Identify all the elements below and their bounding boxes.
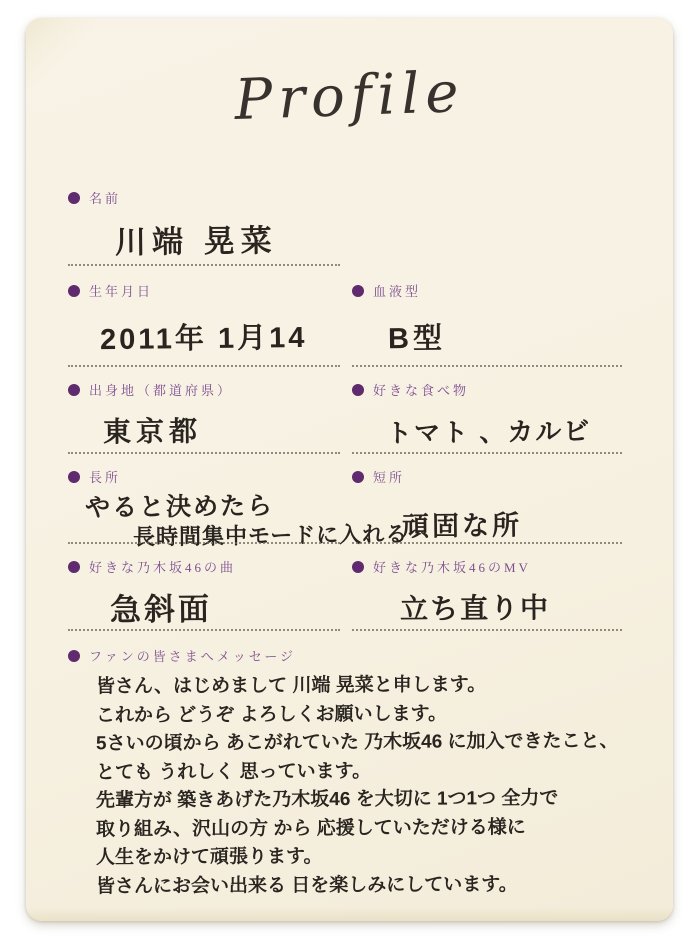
field-label-favorite-song [68,557,236,576]
page-title: Profile [233,60,466,133]
field-label-text: 好きな乃木坂46の曲 [89,560,237,575]
bullet-icon [68,285,80,297]
field-label-text: 血液型 [373,284,422,299]
dotted-divider [68,542,340,544]
fan-message-line: これから どうぞ よろしくお願いします。 [95,703,448,726]
field-value-name: 川端 晃菜 [114,223,278,260]
field-label-text: 出身地（都道府県） [89,383,234,398]
field-label-text: 生年月日 [89,284,154,299]
fan-message-line: 皆さんにお会い出来る 日を楽しみにしています。 [95,873,518,897]
field-label-birthday [68,281,153,300]
field-label-favorite-food [352,380,469,399]
bullet-icon [68,384,80,396]
field-label-text: ファンの皆さまへメッセージ [89,649,296,664]
bullet-icon [68,192,80,204]
dotted-divider [68,365,340,367]
fan-message-line: とても うれしく 思っています。 [95,760,372,783]
field-value-birthday: 2011年 1月14 [99,321,308,357]
field-label-weakness [352,467,405,486]
dotted-divider [352,365,622,367]
field-value-blood-type: B型 [387,322,447,356]
field-value-weakness: 頑固な所 [401,510,523,542]
bullet-icon [352,561,364,573]
dotted-divider [352,542,622,544]
dotted-divider [352,452,622,454]
fan-message-line: 取り組み、沢山の方 から 応援していただける様に [95,816,526,840]
dotted-divider [352,629,622,631]
field-value-favorite-song: 急斜面 [109,591,213,628]
bullet-icon [68,471,80,483]
bullet-icon [352,471,364,483]
field-label-fan-message [68,646,296,665]
field-value-strength-line2: 長時間集中モードに入れる [132,521,409,550]
field-label-strength [68,467,121,486]
fan-message-line: 皆さん、はじめまして 川端 晃菜と申します。 [95,674,487,698]
fan-message-body [96,672,619,900]
field-label-text: 好きな食べ物 [373,383,470,398]
field-label-text: 好きな乃木坂46のMV [373,560,531,575]
field-label-birthplace [68,380,233,399]
field-label-text: 名前 [89,191,122,206]
fan-message-line: 5さいの頃から あこがれていた 乃木坂46 に加入できたこと、 [95,730,619,755]
field-value-favorite-food: トマト 、カルビ [385,415,592,449]
dotted-divider [68,629,340,631]
fan-message-line: 先輩方が 築きあげた乃木坂46 を大切に 1つ1つ 全力で [95,787,559,812]
dotted-divider [68,264,340,266]
field-label-text: 短所 [373,470,406,485]
field-label-name [68,188,121,207]
field-value-strength-line1: やると決めたら [84,492,275,522]
fan-message-line: 人生をかけて頑張ります。 [95,846,323,869]
bullet-icon [352,384,364,396]
profile-card [26,18,673,921]
field-label-blood-type [352,281,421,300]
field-value-birthplace: 東京都 [102,415,203,448]
field-label-text: 長所 [89,470,122,485]
bullet-icon [68,561,80,573]
field-label-favorite-mv [352,557,531,576]
field-value-favorite-mv: 立ち直り中 [399,592,551,625]
bullet-icon [68,650,80,662]
dotted-divider [68,452,340,454]
bullet-icon [352,285,364,297]
